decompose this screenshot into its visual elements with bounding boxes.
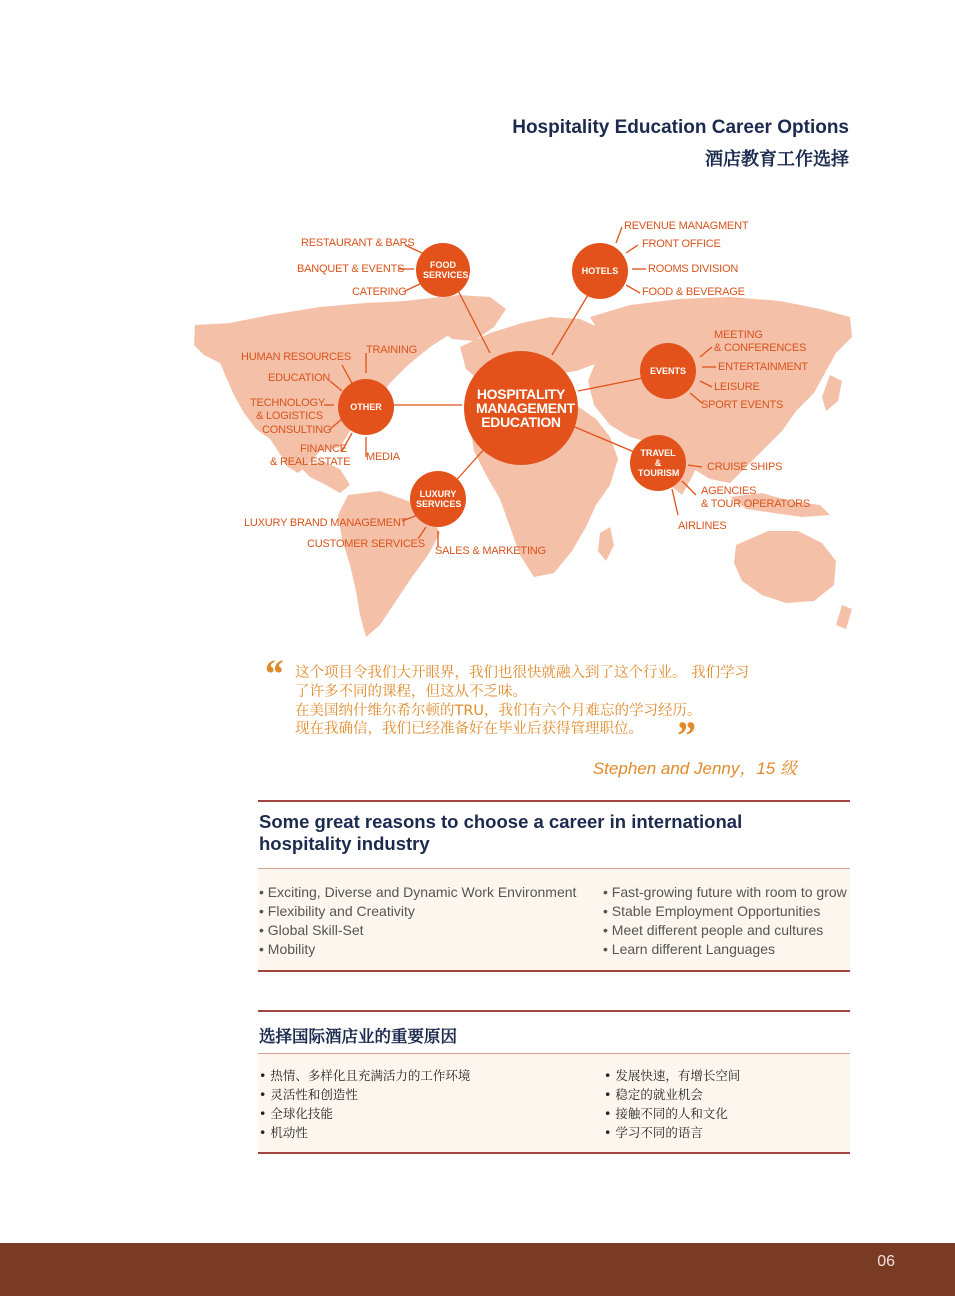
- page-number: 06: [877, 1253, 895, 1270]
- quote-line: 在美国纳什维尔希尔顿的TRU，我们有六个月难忘的学习经历。: [295, 703, 702, 719]
- label-education: EDUCATION: [268, 372, 331, 384]
- close-quote-mark: ”: [675, 713, 695, 758]
- page-title-chinese: 酒店教育工作选择: [705, 149, 849, 170]
- reasons-english-list: [258, 869, 850, 970]
- new-zealand-shape: [836, 605, 852, 629]
- label-rooms-division: ROOMS DIVISION: [648, 263, 739, 275]
- open-quote-mark: “: [263, 651, 283, 696]
- label-finance: FINANCE: [300, 443, 347, 455]
- madagascar-shape: [598, 527, 614, 561]
- label-conferences: & CONFERENCES: [714, 342, 807, 354]
- label-consulting: CONSULTING: [262, 424, 332, 436]
- connector-revenue: [616, 227, 622, 243]
- label-real-estate: & REAL ESTATE: [270, 456, 351, 468]
- list-item: • 稳定的就业机会: [604, 1087, 703, 1102]
- label-banquet-events: BANQUET & EVENTS: [297, 263, 405, 275]
- hub-luxury-services: LUXURY SERVICES: [410, 471, 466, 527]
- label-media: MEDIA: [366, 451, 400, 463]
- list-item: • 接触不同的人和文化: [604, 1106, 728, 1121]
- list-item: • Mobility: [259, 941, 316, 957]
- list-item: • 机动性: [259, 1125, 308, 1140]
- reasons-english-title-line1: Some great reasons to choose a career in international: [259, 811, 743, 832]
- hub-hotels: HOTELS: [572, 243, 628, 299]
- label-agencies: AGENCIES: [701, 485, 757, 497]
- list-item: • 热情、多样化且充满活力的工作环境: [259, 1068, 471, 1083]
- label-leisure: LEISURE: [714, 381, 760, 393]
- career-map-diagram: [190, 205, 860, 645]
- label-logistics: & LOGISTICS: [256, 410, 323, 422]
- reasons-english-title-line2: hospitality industry: [259, 833, 430, 854]
- label-front-office: FRONT OFFICE: [642, 238, 721, 250]
- reasons-chinese-left-column: [259, 1066, 470, 1142]
- list-item: • Exciting, Diverse and Dynamic Work Environment: [259, 884, 577, 900]
- hub-other: OTHER: [338, 379, 394, 435]
- label-restaurant-bars: RESTAURANT & BARS: [301, 237, 415, 249]
- reasons-english-right-column: [603, 883, 847, 959]
- hub-events: EVENTS: [640, 343, 696, 399]
- reasons-chinese-list: [258, 1054, 850, 1152]
- quote-line: 了许多不同的课程，但这从不乏味。: [295, 684, 527, 700]
- reasons-chinese-title: 选择国际酒店业的重要原因: [259, 1027, 457, 1046]
- quote-signature: Stephen and Jenny，15 级: [592, 759, 797, 778]
- japan-shape: [822, 375, 842, 411]
- testimonial-quote: [263, 651, 823, 780]
- list-item: • 发展快速，有增长空间: [604, 1068, 741, 1083]
- reasons-chinese-section: [258, 1010, 850, 1156]
- list-item: • Global Skill-Set: [259, 922, 364, 938]
- list-item: • 全球化技能: [259, 1106, 333, 1121]
- connector-food-bev: [626, 285, 640, 293]
- label-luxury-brand-management: LUXURY BRAND MANAGEMENT: [244, 517, 408, 529]
- divider: [258, 1010, 850, 1012]
- hub-hospitality-management-education: HOSPITALITY MANAGEMENT EDUCATION: [464, 351, 578, 465]
- list-item: • Flexibility and Creativity: [259, 903, 415, 919]
- divider: [258, 800, 850, 802]
- list-item: • Meet different people and cultures: [603, 922, 824, 938]
- reasons-english-section: [258, 800, 850, 975]
- connector-front-office: [626, 245, 638, 253]
- label-training: TRAINING: [366, 344, 417, 356]
- reasons-english-left-column: [259, 883, 576, 959]
- label-sales-marketing: SALES & MARKETING: [435, 545, 546, 557]
- list-item: • 学习不同的语言: [604, 1125, 703, 1140]
- divider: [258, 970, 850, 972]
- hub-travel-tourism: TRAVEL & TOURISM: [630, 435, 686, 491]
- page-footer: [0, 1243, 955, 1296]
- list-item: • Learn different Languages: [603, 941, 775, 957]
- label-entertainment: ENTERTAINMENT: [718, 361, 808, 373]
- label-airlines: AIRLINES: [678, 520, 727, 532]
- label-sport-events: SPORT EVENTS: [701, 399, 784, 411]
- label-tour-operators: & TOUR OPERATORS: [701, 498, 811, 510]
- list-item: • 灵活性和创造性: [259, 1087, 358, 1102]
- label-technology: TECHNOLOGY: [250, 397, 326, 409]
- label-cruise-ships: CRUISE SHIPS: [707, 461, 783, 473]
- label-revenue-management: REVENUE MANAGMENT: [624, 220, 749, 232]
- reasons-chinese-right-column: [604, 1066, 740, 1142]
- label-catering: CATERING: [352, 286, 407, 298]
- label-customer-services: CUSTOMER SERVICES: [307, 538, 425, 550]
- hub-food-services: FOOD SERVICES: [416, 243, 470, 297]
- quote-line: 现在我确信，我们已经准备好在毕业后获得管理职位。: [295, 721, 643, 737]
- divider: [258, 1152, 850, 1154]
- list-item: • Stable Employment Opportunities: [603, 903, 821, 919]
- label-meeting: MEETING: [714, 329, 763, 341]
- label-food-beverage: FOOD & BEVERAGE: [642, 286, 745, 298]
- connector-airlines: [672, 489, 678, 515]
- list-item: • Fast-growing future with room to grow: [603, 884, 847, 900]
- australia-shape: [734, 531, 836, 603]
- label-human-resources: HUMAN RESOURCES: [241, 351, 352, 363]
- page-title: Hospitality Education Career Options: [512, 117, 849, 138]
- quote-line: 这个项目令我们大开眼界，我们也很快就融入到了这个行业。 我们学习: [295, 665, 750, 681]
